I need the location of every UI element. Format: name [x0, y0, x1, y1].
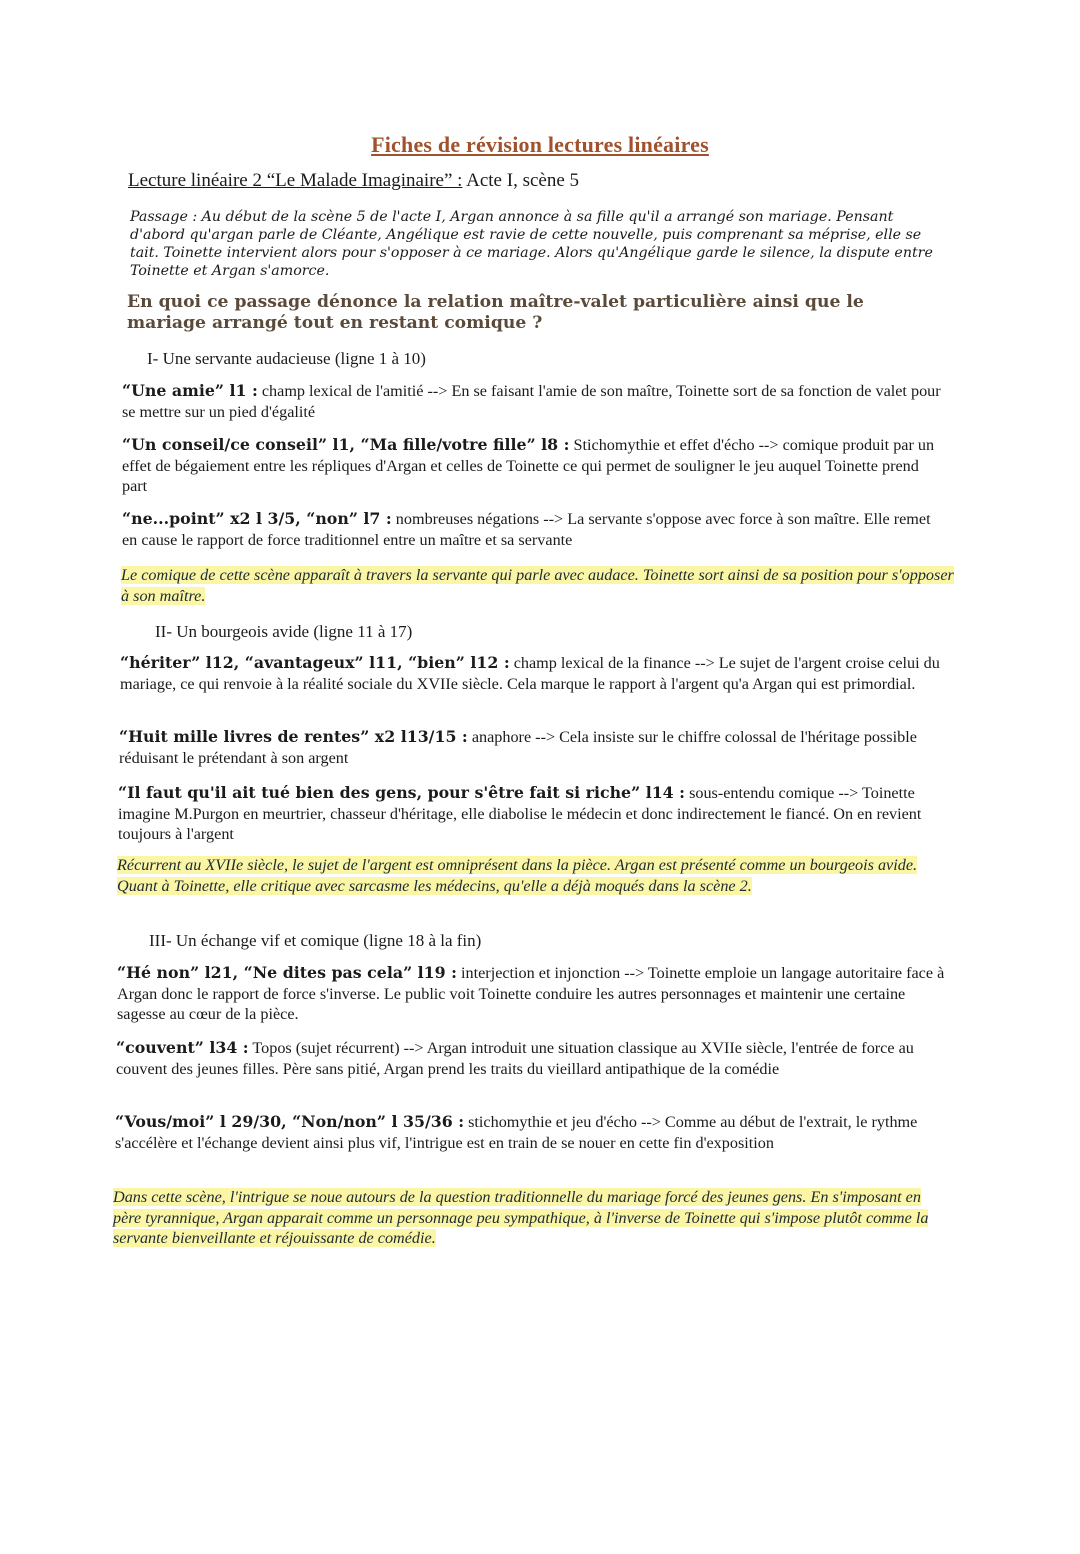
- quote: “ne...point” x2 l 3/5, “non” l7 :: [122, 509, 392, 528]
- part-2-item-3: [118, 783, 943, 845]
- passage-summary: Passage : Au début de la scène 5 de l'acte I, Argan annonce à sa fille qu'il a arrangé son mariage. Pensant d'abord qu'argan parle de Cléante, Angélique est ravie de cette nouvelle, puis comprenant sa méprise, elle se tait. Toinette intervient alors pour s'opposer à ce mariage. Alors qu'Angélique garde le silence, la dispute entre Toinette et Argan s'amorce.: [130, 209, 933, 279]
- analysis: champ lexical de la finance --> Le sujet de l'argent croise celui du mariage, ce qui renvoie à la réalité sociale du XVIIe siècle. Cela marque le rapport à l'argent qu'a Argan qui est primordial.: [120, 654, 940, 693]
- analysis: champ lexical de l'amitié --> En se faisant l'amie de son maître, Toinette sort de sa fonction de valet pour se mettre sur un pied d'égalité: [122, 382, 941, 421]
- quote: “Vous/moi” l 29/30, “Non/non” l 35/36 :: [115, 1112, 465, 1131]
- quote: “hériter” l12, “avantageux” l11, “bien” l12 :: [120, 653, 510, 672]
- analysis: nombreuses négations --> La servante s'oppose avec force à son maître. Elle remet en cause le rapport de force traditionnel entre un maître et sa servante: [122, 510, 931, 549]
- part-1-item-1: [122, 381, 947, 422]
- part-1-item-3: [122, 509, 947, 550]
- analysis: anaphore --> Cela insiste sur le chiffre colossal de l'héritage possible réduisant le prétendant à son argent: [119, 728, 917, 767]
- part-3-item-3: [115, 1112, 945, 1153]
- document-title: Fiches de révision lectures linéaires: [371, 132, 709, 157]
- analysis: interjection et injonction --> Toinette emploie un langage autoritaire face à Argan donc le rapport de force s'inverse. Le public voit Toinette conduire les autres personnages et maintenir une certaine sagesse au cœur de la pièce.: [117, 964, 945, 1023]
- part-2-item-1: [120, 653, 945, 694]
- quote: “Un conseil/ce conseil” l1, “Ma fille/votre fille” l8 :: [122, 435, 570, 454]
- part-1-item-2: [122, 435, 947, 497]
- part-3-item-2: [116, 1038, 946, 1079]
- highlighted-conclusion: Récurrent au XVIIe siècle, le sujet de l'argent est omniprésent dans la pièce. Argan est présenté comme un bourgeois avide. Quant à Toinette, elle critique avec sarcasme les médecins, qu'elle a déjà moqués dans la scène 2.: [117, 856, 918, 895]
- part-1-conclusion: [121, 565, 957, 606]
- highlighted-conclusion: Dans cette scène, l'intrigue se noue autours de la question traditionnelle du mariage forcé des jeunes gens. En s'imposant en père tyrannique, Argan apparait comme un personnage peu sympathique, à l'inverse de Toinette qui s'impose plutôt comme la servante bienveillante et réjouissante de comédie.: [113, 1188, 929, 1247]
- highlighted-conclusion: Le comique de cette scène apparaît à travers la servante qui parle avec audace. Toinette sort ainsi de sa position pour s'opposer à son maître.: [121, 566, 954, 605]
- quote: “couvent” l34 :: [116, 1038, 249, 1057]
- part-3-conclusion: [113, 1187, 953, 1249]
- quote: “Hé non” l21, “Ne dites pas cela” l19 :: [117, 963, 457, 982]
- analysis: Topos (sujet récurrent) --> Argan introduit une situation classique au XVIIe siècle, l'entrée de force au couvent des jeunes filles. Père sans pitié, Argan prend les traits du vieillard antipathique de la comédie: [116, 1039, 914, 1078]
- part-2-item-2: [119, 727, 944, 768]
- part-2-conclusion: [117, 855, 957, 896]
- subtitle-detail: Acte I, scène 5: [462, 170, 580, 191]
- part-3-heading: III- Un échange vif et comique (ligne 18 à la fin): [149, 931, 482, 950]
- quote: “Il faut qu'il ait tué bien des gens, pour s'être fait si riche” l14 :: [118, 783, 686, 802]
- document-subtitle: [128, 170, 579, 192]
- part-3-item-1: [117, 963, 947, 1025]
- part-2-heading: II- Un bourgeois avide (ligne 11 à 17): [155, 622, 413, 641]
- part-1-heading: I- Une servante audacieuse (ligne 1 à 10): [147, 349, 426, 368]
- quote: “Une amie” l1 :: [122, 381, 258, 400]
- problematic-question: En quoi ce passage dénonce la relation maître-valet particulière ainsi que le mariage arrangé tout en restant comique ?: [127, 292, 864, 333]
- analysis: Stichomythie et effet d'écho --> comique produit par un effet de bégaiement entre les répliques d'Argan et celles de Toinette ce qui permet de souligner le jeu auquel Toinette prend part: [122, 436, 935, 495]
- quote: “Huit mille livres de rentes” x2 l13/15 :: [119, 727, 468, 746]
- analysis: stichomythie et jeu d'écho --> Comme au début de l'extrait, le rythme s'accélère et l'échange devient ainsi plus vif, l'intrigue est en train de se nouer en cette fin d'exposition: [115, 1113, 918, 1152]
- subtitle-label: Lecture linéaire 2 “Le Malade Imaginaire” :: [128, 170, 463, 191]
- analysis: sous-entendu comique --> Toinette imagine M.Purgon en meurtrier, chasseur d'héritage, elle diabolise le médecin et donc indirectement le fiancé. On en revient toujours à l'argent: [118, 784, 922, 843]
